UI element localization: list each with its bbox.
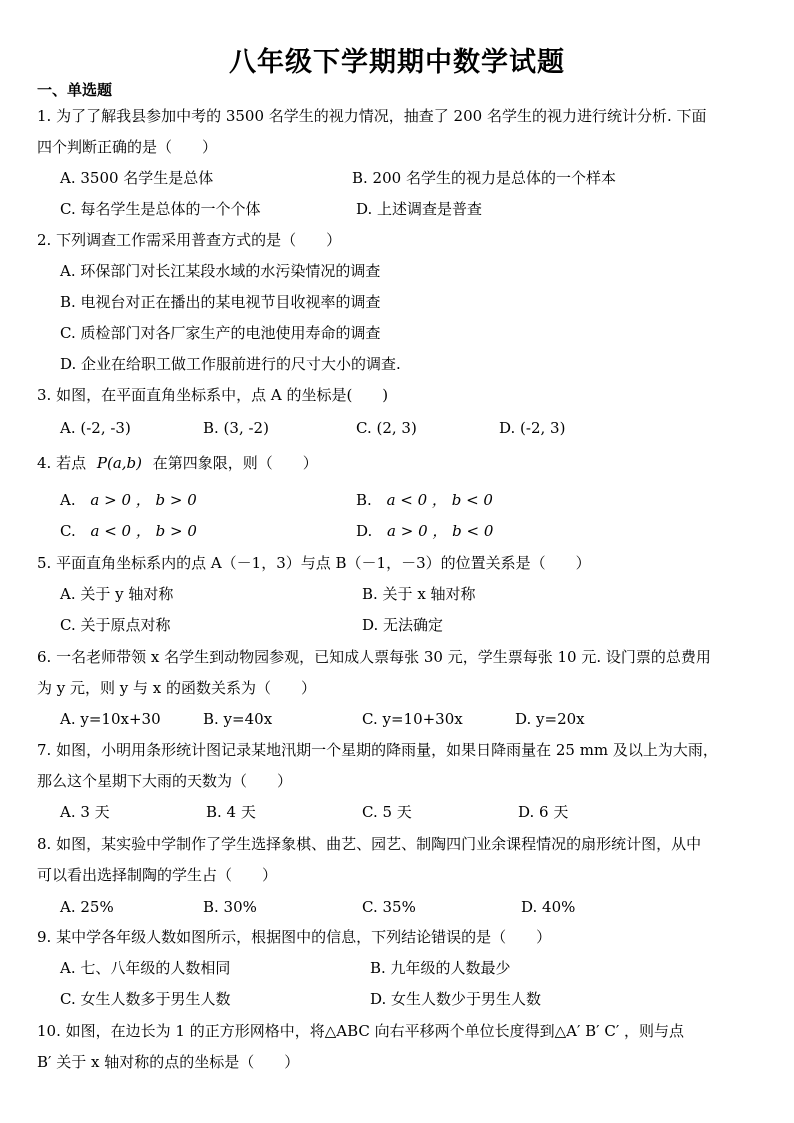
question-9-option-c: C. 女生人数多于男生人数 — [60, 990, 231, 1008]
question-5-line-1: 5. 平面直角坐标系内的点 A（－1，3）与点 B（－1，－3）的位置关系是（ ） — [37, 554, 591, 572]
question-6-option-c: C. y=10+30x — [362, 710, 463, 728]
question-1-option-a: A. 3500 名学生是总体 — [60, 169, 214, 187]
section-heading: 一、单选题 — [37, 81, 113, 99]
question-4-option-d-label: D. — [356, 522, 373, 540]
question-5-option-b: B. 关于 x 轴对称 — [362, 585, 476, 603]
question-8-option-c: C. 35% — [362, 898, 416, 916]
question-4-option-c-expr: a < 0 ， b > 0 — [90, 522, 197, 540]
question-2-line-1: 2. 下列调查工作需采用普查方式的是（ ） — [37, 231, 342, 249]
question-7-option-d: D. 6 天 — [518, 803, 569, 821]
question-4-option-d — [356, 521, 493, 541]
question-3-option-a: A. (-2, -3) — [60, 419, 131, 437]
question-8-line-1: 8. 如图，某实验中学制作了学生选择象棋、曲艺、园艺、制陶四门业余课程情况的扇形统计图，从中 — [37, 835, 702, 853]
question-4-point: P(a,b) — [96, 454, 142, 472]
question-8-option-d: D. 40% — [521, 898, 576, 916]
question-4-option-b — [356, 490, 493, 510]
question-3-option-c: C. (2, 3) — [356, 419, 417, 437]
question-6-line-2: 为 y 元，则 y 与 x 的函数关系为（ ） — [37, 679, 317, 697]
question-1-option-d: D. 上述调查是普查 — [356, 200, 483, 218]
question-4-option-c-label: C. — [60, 522, 76, 540]
question-8-option-a: A. 25% — [60, 898, 114, 916]
question-9-option-d: D. 女生人数少于男生人数 — [370, 990, 542, 1008]
question-4-prefix: 4. 若点 — [37, 454, 87, 472]
question-9-line-1: 9. 某中学各年级人数如图所示，根据图中的信息，下列结论错误的是（ ） — [37, 928, 552, 946]
question-4-option-a — [60, 490, 197, 510]
question-4-option-c — [60, 521, 197, 541]
question-6-option-a: A. y=10x+30 — [60, 710, 161, 728]
question-1-option-b: B. 200 名学生的视力是总体的一个样本 — [352, 169, 616, 187]
question-9-option-b: B. 九年级的人数最少 — [370, 959, 511, 977]
question-3-option-b: B. (3, -2) — [203, 419, 269, 437]
question-3-line-1: 3. 如图，在平面直角坐标系中，点 A 的坐标是( ) — [37, 386, 389, 404]
question-4-line-1 — [37, 453, 318, 473]
question-6-option-d: D. y=20x — [515, 710, 585, 728]
question-5-option-d: D. 无法确定 — [362, 616, 444, 634]
question-1-option-c: C. 每名学生是总体的一个个体 — [60, 200, 261, 218]
question-7-option-c: C. 5 天 — [362, 803, 412, 821]
question-7-line-2: 那么这个星期下大雨的天数为（ ） — [37, 772, 293, 790]
question-6-line-1: 6. 一名老师带领 x 名学生到动物园参观，已知成人票每张 30 元，学生票每张 10 元. 设门票的总费用 — [37, 648, 711, 666]
question-4-option-b-label: B. — [356, 491, 372, 509]
question-8-line-2: 可以看出选择制陶的学生占（ ） — [37, 866, 278, 884]
question-4-option-d-expr: a > 0 ， b < 0 — [387, 522, 494, 540]
question-5-option-a: A. 关于 y 轴对称 — [60, 585, 174, 603]
question-1-line-1: 1. 为了了解我县参加中考的 3500 名学生的视力情况，抽查了 200 名学生的视力进行统计分析. 下面 — [37, 107, 707, 125]
question-1-line-2: 四个判断正确的是（ ） — [37, 138, 218, 156]
question-9-option-a: A. 七、八年级的人数相同 — [60, 959, 231, 977]
question-10-line-2: B′ 关于 x 轴对称的点的坐标是（ ） — [37, 1053, 300, 1071]
question-2-option-c: C. 质检部门对各厂家生产的电池使用寿命的调查 — [60, 324, 381, 342]
question-3-option-d: D. (-2, 3) — [499, 419, 566, 437]
page-title: 八年级下学期期中数学试题 — [229, 47, 565, 78]
question-4-option-a-expr: a > 0 ， b > 0 — [90, 491, 197, 509]
question-2-option-d: D. 企业在给职工做工作服前进行的尺寸大小的调查. — [60, 355, 401, 373]
question-6-option-b: B. y=40x — [203, 710, 273, 728]
question-2-option-a: A. 环保部门对长江某段水域的水污染情况的调查 — [60, 262, 381, 280]
question-4-option-b-expr: a < 0 ， b < 0 — [386, 491, 493, 509]
question-5-option-c: C. 关于原点对称 — [60, 616, 171, 634]
question-2-option-b: B. 电视台对正在播出的某电视节目收视率的调查 — [60, 293, 381, 311]
question-10-line-1: 10. 如图，在边长为 1 的正方形网格中，将△ABC 向右平移两个单位长度得到△A′ B′ C′ ，则与点 — [37, 1022, 685, 1040]
question-7-option-a: A. 3 天 — [60, 803, 110, 821]
question-4-suffix: 在第四象限，则（ ） — [152, 454, 318, 472]
question-4-option-a-label: A. — [60, 491, 76, 509]
question-7-option-b: B. 4 天 — [206, 803, 256, 821]
question-7-line-1: 7. 如图，小明用条形统计图记录某地汛期一个星期的降雨量，如果日降雨量在 25 mm 及以上为大雨， — [37, 741, 718, 759]
question-8-option-b: B. 30% — [203, 898, 257, 916]
